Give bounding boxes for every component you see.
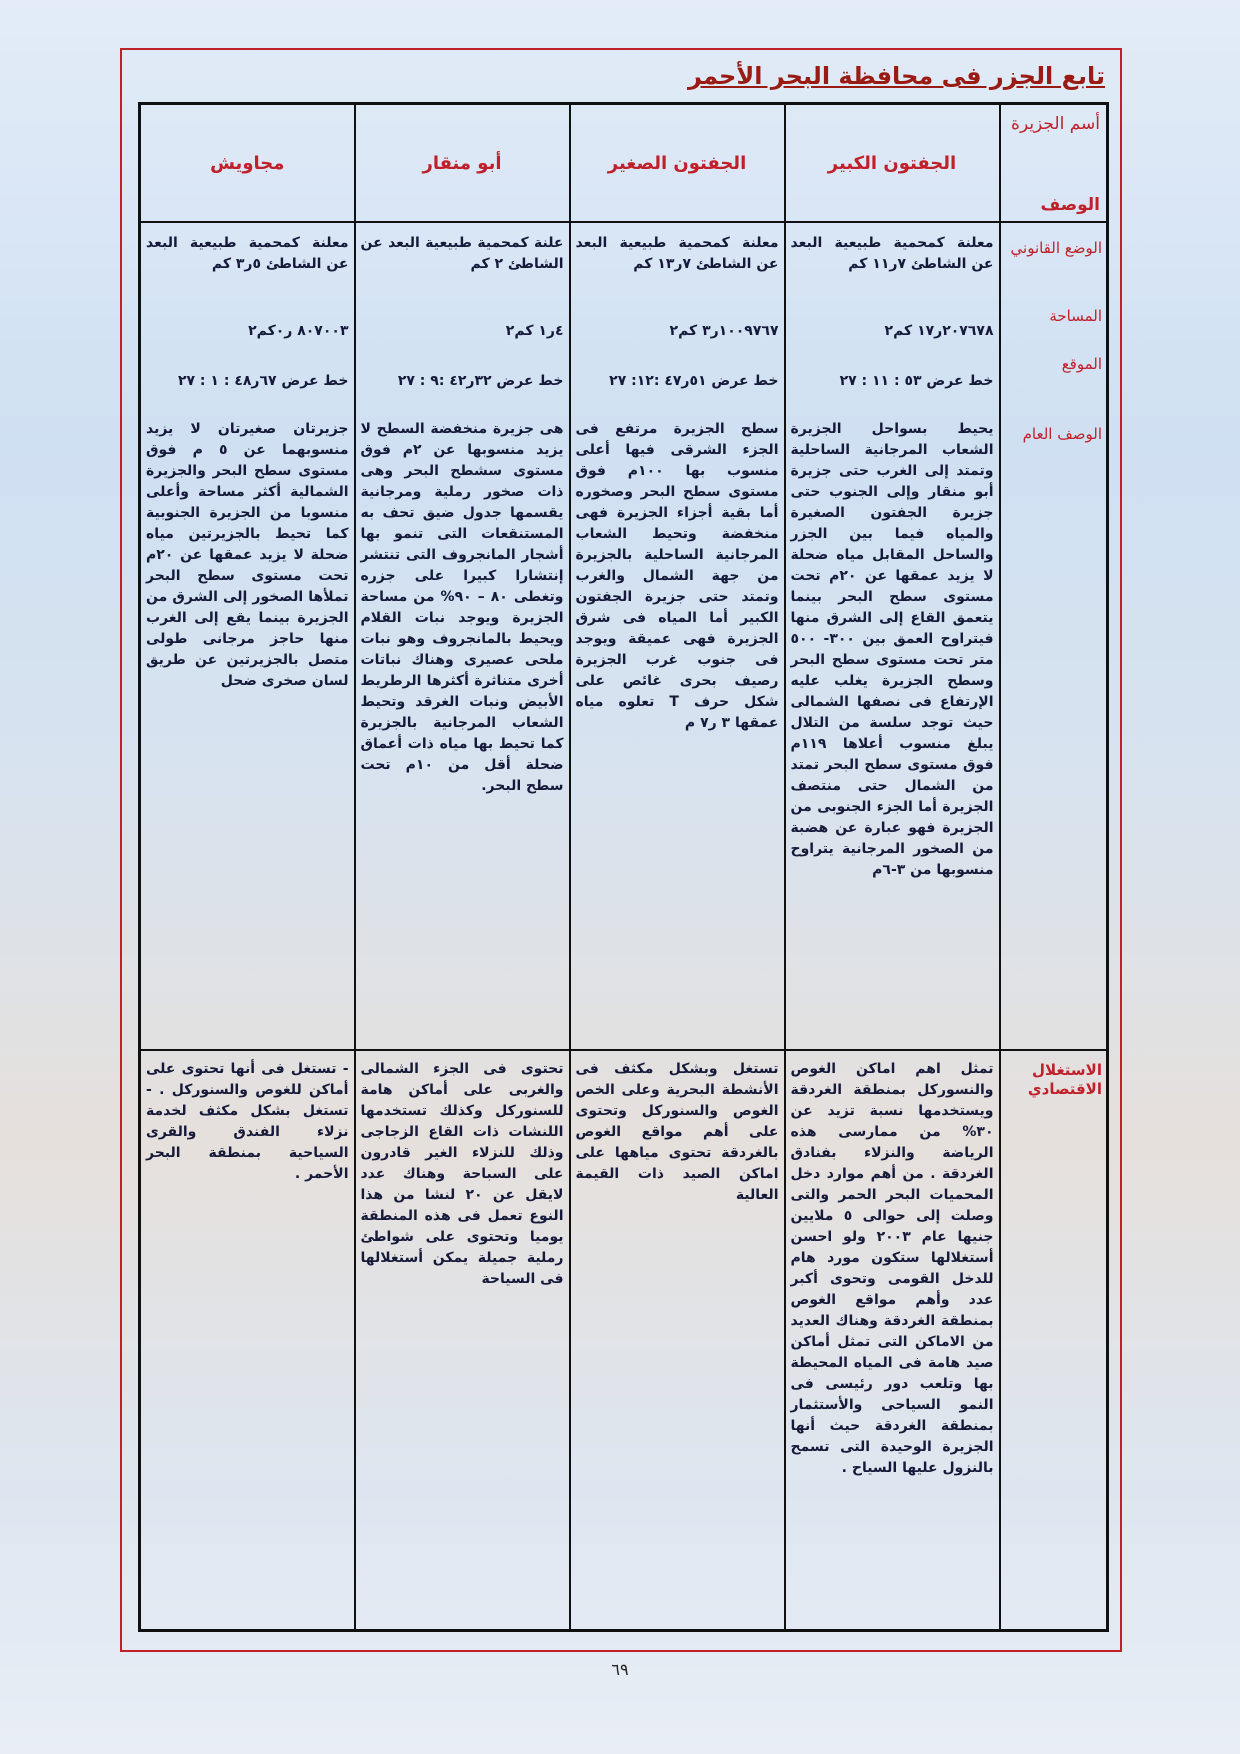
general-description-text: هى جزيرة منخفضة السطح لا يزيد منسوبها عن ٢م فوق مستوى سشطح البحر وهى ذات صخور رملية ومرجانية يقسمها جدول ضيق تحف به المستنقعات التى تنمو بها أشجار المانجروف التى تنتشر إنتشارا كبيرا على جزره وتغطى ٨٠ – ٩٠% من مساحة الجزيرة ويوجد نبات القلام ويحيط بالمانجروف وهو نبات ملحى عصيرى وهناك نباتات أخرى متناثرة أكثرها الرطريط الأبيض ونبات الغرقد وتحيط الشعاب المرجانية بالجزيرة كما تحيط بها مياه ذات أعماق ضحلة أقل من ١٠م تحت سطح البحر. — [360, 421, 564, 794]
location-text: خط عرض ٥١ر٤٧ :١٢: ٢٧ — [609, 373, 779, 389]
area-text: ٤ر١ كم٢ — [505, 323, 564, 339]
legal-status-text: معلنة كمحمية طبيعية البعد عن الشاطئ ٧ر١١ كم — [790, 235, 994, 272]
row-labels-cell — [1000, 222, 1108, 1050]
label-general-description: الوصف العام — [1022, 425, 1102, 443]
label-economic-use: الاستغلال الاقتصادي — [1027, 1061, 1102, 1098]
corner-top-label: أسم الجزيرة — [1011, 114, 1100, 134]
economic-use-text: تحتوى فى الجزء الشمالى والغربى على أماكن هامة للسنوركل وكذلك تستخدمها اللنشات ذات القاع الزجاجى وذلك للنزلاء الغير قادرون على السباحة وهناك عدد لايقل عن ٢٠ لنشا من هذا النوع تعمل فى هذه المنطقة يوميا وتحتوى على شواطئ رملية جميلة يمكن أستغلالها فى السياحة — [360, 1061, 564, 1287]
economic-row — [140, 1050, 1108, 1631]
island-cell — [785, 222, 1000, 1050]
general-description-text: يحيط بسواحل الجزيرة الشعاب المرجانية الساحلية وتمتد إلى الغرب حتى جزيرة أبو منقار وإلى الجنوب حتى جزيرة الجفتون الصغيرة والمياه فيما بين الجزر والساحل المقابل مياه ضحلة لا يزيد عمقها عن ٢٠م تحت مستوى سطح البحر بينما يتعمق القاع إلى الشرق منها فيتراوح العمق بين ٣٠٠- ٥٠٠ متر تحت مستوى سطح البحر وسطح الجزيرة يغلب عليه الإرتفاع فى نصفها الشمالى حيث توجد سلسة من التلال يبلغ منسوب أعلاها ١١٩م فوق مستوى سطح البحر تمتد من الشمال حتى منتصف الجزيرة أما الجزء الجنوبى من الجزيرة فهو عبارة عن هضبة من الصخور المرجانية يتراوح منسوبها من ٣-٦م — [790, 421, 994, 878]
island-cell — [140, 222, 355, 1050]
corner-bottom-label: الوصف — [1040, 195, 1100, 215]
legal-status-text: معلنة كمحمية طبيعية البعد عن الشاطئ ٥ر٣ كم — [146, 235, 349, 272]
column-header: الجفتون الصغير — [570, 104, 785, 223]
area-text: ٢٠٧٦٧٨ر١٧ كم٢ — [884, 323, 994, 339]
general-description-text: سطح الجزيرة مرتفع فى الجزء الشرقى فيها أعلى منسوب بها ١٠٠م فوق مستوى سطح البحر وصخوره أما بقية أجزاء الجزيرة فهى منخفضة وتحيط الشعاب المرجانية الساحلية بالجزيرة من جهة الشمال والغرب وتمتد حتى جزيرة الجفتون الكبير أما المياه فى شرق الجزيرة فهى عميقة ويوجد فى جنوب غرب الجزيرة رصيف بحرى غائص على شكل حرف T تعلوه مياه عمقها ٣ ر٧ م — [575, 421, 779, 731]
island-cell — [140, 1050, 355, 1631]
area-text: ١٠٠٩٧٦٧ر٣ كم٢ — [669, 323, 779, 339]
island-cell — [570, 1050, 785, 1631]
column-header: مجاويش — [140, 104, 355, 223]
location-text: خط عرض ٥٣ : ١١ : ٢٧ — [839, 373, 994, 389]
column-header: أبو منقار — [355, 104, 570, 223]
header-row — [140, 104, 1108, 223]
islands-table — [138, 102, 1109, 1632]
location-text: خط عرض ٦٧ر٤٨ : ١ : ٢٧ — [177, 373, 349, 389]
label-location: الموقع — [1061, 355, 1102, 373]
island-cell — [355, 222, 570, 1050]
label-legal-status: الوضع القانوني — [1010, 239, 1102, 257]
page-title: تابع الجزر فى محافظة البحر الأحمر — [688, 62, 1105, 90]
general-description-text: جزيرتان صغيرتان لا يزيد منسوبهما عن ٥ م فوق مستوى سطح البحر والجزيرة الشمالية أكثر مساحة وأعلى منسوبا من الجزيرة الجنوبية كما تحيط بالجزيرتين مياه ضحلة لا يزيد عمقها عن ٢٠م تحت مستوى سطح البحر تملأها الصخور إلى الشرق من الجزيرة بينما يقع إلى الغرب منها حاجز مرجانى طولى متصل بالجزيرتين عن طريق لسان صخرى ضحل — [146, 421, 349, 689]
island-cell — [355, 1050, 570, 1631]
island-cell — [785, 1050, 1000, 1631]
economic-label-cell — [1000, 1050, 1108, 1631]
economic-use-text: تستغل وبشكل مكثف فى الأنشطة البحرية وعلى الخص الغوص والسنوركل وتحتوى على أهم مواقع الغوص بالغردقة تحتوى مياهها على اماكن الصيد ذات القيمة العالية — [575, 1061, 779, 1203]
label-area: المساحة — [1049, 307, 1102, 325]
description-row — [140, 222, 1108, 1050]
legal-status-text: معلنة كمحمية طبيعية البعد عن الشاطئ ٧ر١٣ كم — [575, 235, 779, 272]
page-number: ٦٩ — [611, 1660, 629, 1679]
island-cell — [570, 222, 785, 1050]
column-header: الجفتون الكبير — [785, 104, 1000, 223]
area-text: ٨٠٧٠٠٣ ر٠كم٢ — [248, 323, 349, 339]
economic-use-text: - تستغل فى أنها تحتوى على أماكن للغوص والسنوركل . - تستغل بشكل مكثف لخدمة نزلاء الفندق والقرى السياحية بمنطقة البحر الأحمر . — [146, 1061, 349, 1182]
legal-status-text: علنة كمحمية طبيعية البعد عن الشاطئ ٢ كم — [360, 235, 564, 272]
economic-use-text: تمثل اهم اماكن الغوص والنسوركل بمنطقة الغردقة ويستخدمها نسبة تزيد عن ٣٠% من ممارسى هذه الرياضة والنزلاء بفنادق الغردقة . من أهم موارد دخل المحميات البحر الحمر والتى وصلت إلى حوالى ٥ ملايين جنيها عام ٢٠٠٣ ولو احسن أستغلالها ستكون مورد هام للدخل القومى وتحوى أكبر عدد وأهم مواقع الغوص بمنطقة الغردقة وهناك العديد من الاماكن التى تمثل أماكن صيد هامة فى المياه المحيطة بها وتلعب دور رئيسى فى النمو السياحى والأستثمار بمنطقة الغردقة حيث أنها الجزيرة الوحيدة التى تسمح بالنزول عليها السياح . — [790, 1061, 994, 1476]
corner-cell — [1000, 104, 1108, 223]
location-text: خط عرض ٣٢ر٤٢ :٩ : ٢٧ — [397, 373, 564, 389]
